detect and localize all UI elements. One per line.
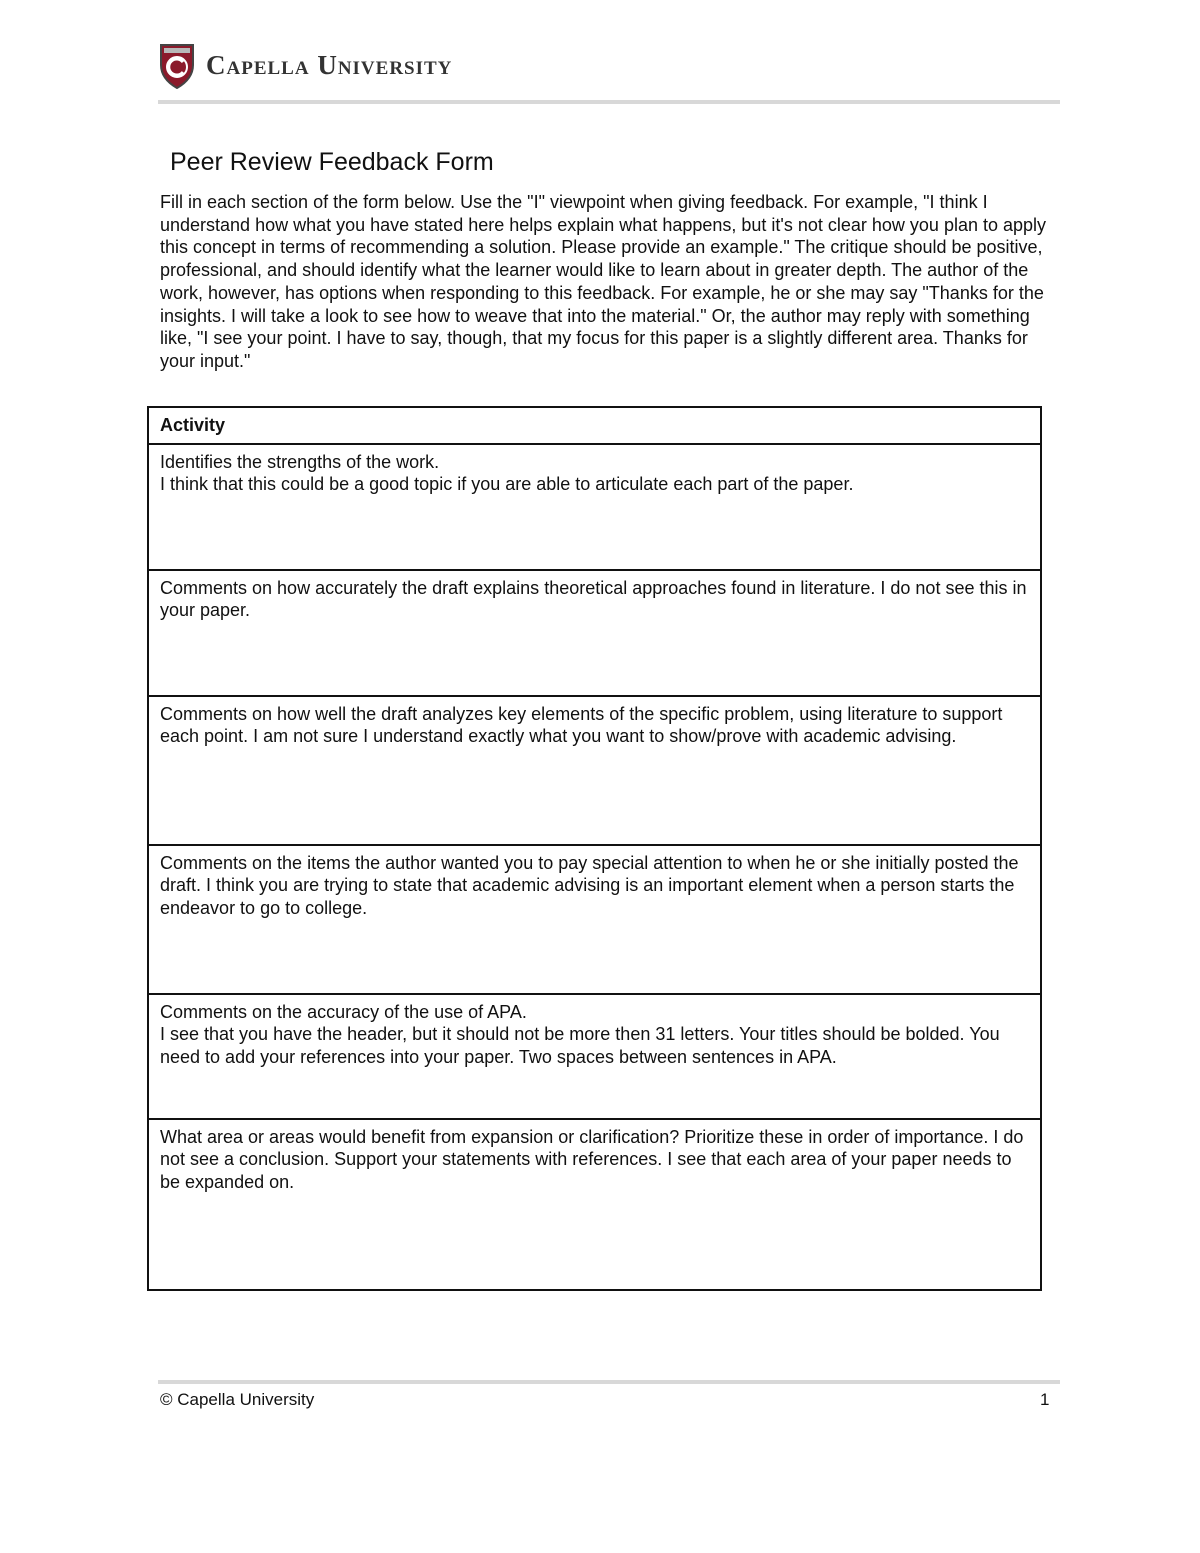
table-row (148, 570, 1041, 696)
brand-name: Capella University (206, 49, 453, 80)
table-row (148, 1119, 1041, 1290)
activity-column-header: Activity (148, 407, 1041, 444)
header-divider (158, 100, 1060, 104)
strengths-response: I think that this could be a good topic if you are able to articulate each part of the paper. (160, 474, 854, 495)
expansion-areas-cell[interactable]: What area or areas would benefit from expansion or clarification? Prioritize these in order of importance. I do not see a conclusion. Support your statements with references. I see that each area of your paper needs to be expanded on. (148, 1119, 1041, 1290)
page-number: 1 (1040, 1390, 1050, 1409)
table-row (148, 994, 1041, 1119)
table-row (148, 696, 1041, 845)
page-title: Peer Review Feedback Form (170, 148, 494, 176)
apa-prompt: Comments on the accuracy of the use of APA. (160, 1001, 527, 1022)
intro-paragraph: Fill in each section of the form below. Use the "I" viewpoint when giving feedback. For example, "I think I understand how what you have stated here helps explain what happens, but it's not clear how you plan to apply this concept in terms of recommending a solution. Please provide an example." The critique should be positive, professional, and should identify what the learner would like to learn about in greater depth. The author of the work, however, has options when responding to this feedback. For example, he or she may say "Thanks for the insights. I will take a look to see how to weave that into the material." Or, the author may reply with something like, "I see your point. I have to say, though, that my focus for this paper is a slightly different area. Thanks for your input." (160, 192, 1047, 371)
page-header (158, 40, 452, 90)
strengths-cell[interactable] (148, 444, 1041, 570)
capella-shield-logo-icon (158, 41, 196, 89)
apa-response: I see that you have the header, but it should not be more then 31 letters. Your titles should be bolded. You need to add your references into your paper. Two spaces between sentences in APA. (160, 1024, 1000, 1068)
author-items-cell[interactable]: Comments on the items the author wanted you to pay special attention to when he or she initially posted the draft. I think you are trying to state that academic advising is an important element when a person starts the endeavor to go to college. (148, 845, 1041, 994)
footer-copyright: © Capella University (160, 1390, 315, 1409)
apa-cell[interactable] (148, 994, 1041, 1119)
table-header-row (148, 407, 1041, 444)
table-row (148, 444, 1041, 570)
table-row (148, 845, 1041, 994)
footer-divider (158, 1380, 1060, 1384)
feedback-table (147, 406, 1042, 1291)
strengths-prompt: Identifies the strengths of the work. (160, 451, 440, 472)
theoretical-approaches-cell[interactable]: Comments on how accurately the draft explains theoretical approaches found in literature. I do not see this in your paper. (148, 570, 1041, 696)
key-elements-cell[interactable]: Comments on how well the draft analyzes key elements of the specific problem, using literature to support each point. I am not sure I understand exactly what you want to show/prove with academic advising. (148, 696, 1041, 845)
